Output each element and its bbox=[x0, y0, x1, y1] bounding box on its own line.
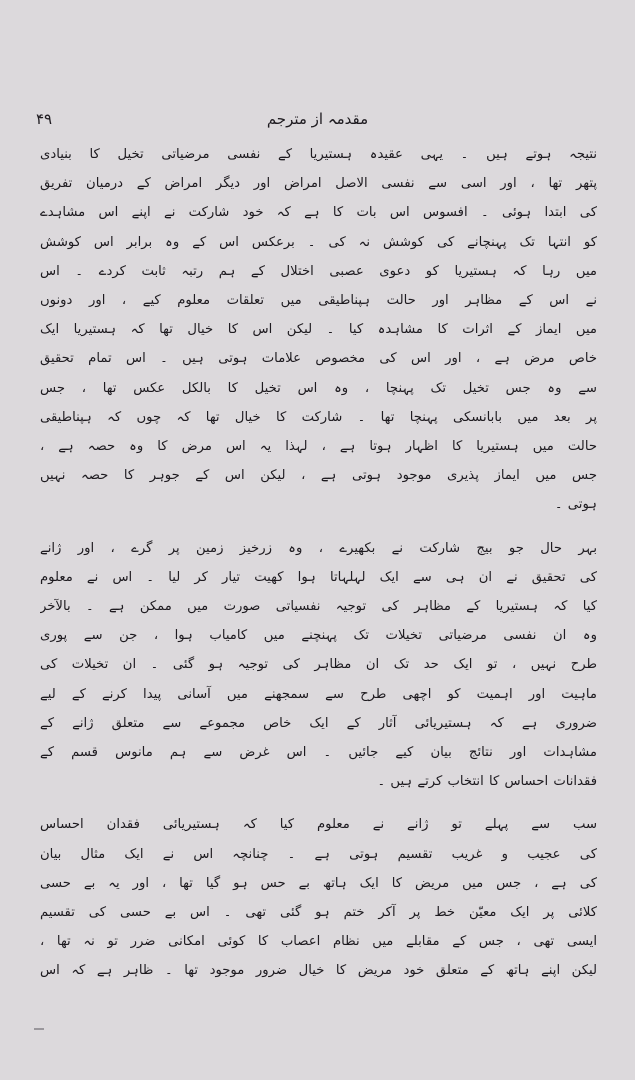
text-line: کی ابتدا ہوئی ۔ افسوس اس بات کا ہے کہ خود شارکت نے اپنے اس مشاہدے bbox=[40, 205, 597, 221]
text-line: سب سے پہلے تو ژانے نے معلوم کیا کہ ہستیریائی فقدان احساس bbox=[40, 817, 597, 833]
text-line: ضروری ہے کہ ہستیریائی آثار کے ایک خاص مجموعے سے متعلق ژانے کے bbox=[40, 715, 597, 731]
paragraph-2 bbox=[40, 534, 597, 797]
text-line: ہوتی ۔ bbox=[554, 497, 597, 513]
text-line: کو انتہا تک پہنچانے کی کوشش نہ کی ۔ برعکس اس کے وہ برابر اس کوشش bbox=[40, 234, 597, 250]
running-title: مقدمہ از مترجم bbox=[266, 110, 369, 128]
text-line: میں ایماز کے اثرات کا مشاہدہ کیا ۔ لیکن اس کا خیال تھا کہ ہستیریا ایک bbox=[40, 322, 597, 338]
paragraph-3 bbox=[40, 810, 597, 985]
text-line: حالت میں ہستیریا کا اظہار ہوتا ہے ، لہذا یہ اس مرض کا وہ حصہ ہے ، bbox=[40, 439, 597, 455]
page-header bbox=[36, 110, 599, 134]
text-line: بہر حال جو بیج شارکت نے بکھیرے ، وہ زرخیز زمین پر گرے ، اور ژانے bbox=[40, 540, 597, 556]
text-line: جس میں ایماز پذیری موجود ہوتی ہے ، لیکن اس کے جوہر کا حصہ نہیں bbox=[40, 468, 597, 484]
text-line: ماہیت اور اہمیت کو اچھی طرح سے سمجھنے میں آسانی پیدا کرنے کے لیے bbox=[40, 686, 597, 702]
text-line: کلائی پر ایک معیّن خط پر آکر ختم ہو گئی تھی ۔ اس بے حسی کی تقسیم bbox=[40, 905, 597, 921]
page-corner-mark bbox=[34, 1028, 44, 1030]
text-line: پتھر تھا ، اور اسی سے نفسی الاصل امراض اور دیگر امراض کے درمیان تفریق bbox=[40, 176, 597, 192]
text-line: وہ ان نفسی مرضیاتی تخیلات تک پہنچنے میں کامیاب ہوا ، جن سے پوری bbox=[40, 628, 597, 644]
page-number: ۴۹ bbox=[36, 110, 53, 128]
text-line: نے اس کے مظاہر اور حالت ہپناطیقی میں تعلقات معلوم کیے ، اور دونوں bbox=[40, 293, 597, 309]
body-text bbox=[40, 140, 597, 986]
text-line: ایسی تھی ، جس کے مقابلے میں نظام اعصاب کا کوئی امکانی ضرر تو نہ تھا ، bbox=[40, 934, 597, 950]
text-line: پر بعد میں بابانسکی پہنچا تھا ۔ شارکت کا خیال تھا کہ چوں کہ ہپناطیقی bbox=[40, 409, 597, 425]
text-line: لیکن اپنے ہاتھ کے متعلق خود مریض کا خیال ضرور موجود تھا ۔ ظاہر ہے کہ اس bbox=[40, 963, 597, 979]
text-line: فقدانات احساس کا انتخاب کرتے ہیں ۔ bbox=[377, 774, 597, 790]
text-line: کی ہے ، جس میں مریض کا ایک ہاتھ بے حس ہو گیا تھا ، اور یہ بے حسی bbox=[40, 875, 597, 891]
paragraph-1 bbox=[40, 140, 597, 520]
text-line: نتیجہ ہوتے ہیں ۔ یہی عقیدہ ہستیریا کے نفسی مرضیاتی تخیل کا بنیادی bbox=[40, 147, 597, 162]
text-line: کیا کہ ہستیریا کے مظاہر کی توجیہ نفسیاتی صورت میں ممکن ہے ۔ بالآخر bbox=[40, 599, 597, 615]
text-line: طرح نہیں ، تو ایک حد تک ان مظاہر کی توجیہ ہو گئی ۔ ان تخیلات کی bbox=[40, 657, 597, 673]
text-line: کی عجیب و غریب تقسیم ہوتی ہے ۔ چنانچہ اس نے ایک مثال بیان bbox=[40, 846, 597, 862]
text-line: سے وہ جس تخیل تک پہنچا ، وہ اس تخیل کا بالکل عکس تھا ، جس bbox=[40, 380, 597, 396]
text-line: کی تحقیق نے ان ہی سے ایک لہلہاتا ہوا کھیت تیار کر لیا ۔ اس نے معلوم bbox=[40, 569, 597, 585]
text-line: مشاہدات اور نتائج بیان کیے جائیں ۔ اس غرض سے ہم مانوس قسم کے bbox=[40, 745, 597, 761]
text-line: میں رہا کہ ہستیریا کو دعوی عصبی اختلال کے ہم رتبہ ثابت کردے ۔ اس bbox=[40, 263, 597, 279]
text-line: خاص مرض ہے ، اور اس کی مخصوص علامات ہوتی ہیں ۔ اس تمام تحقیق bbox=[40, 351, 597, 367]
